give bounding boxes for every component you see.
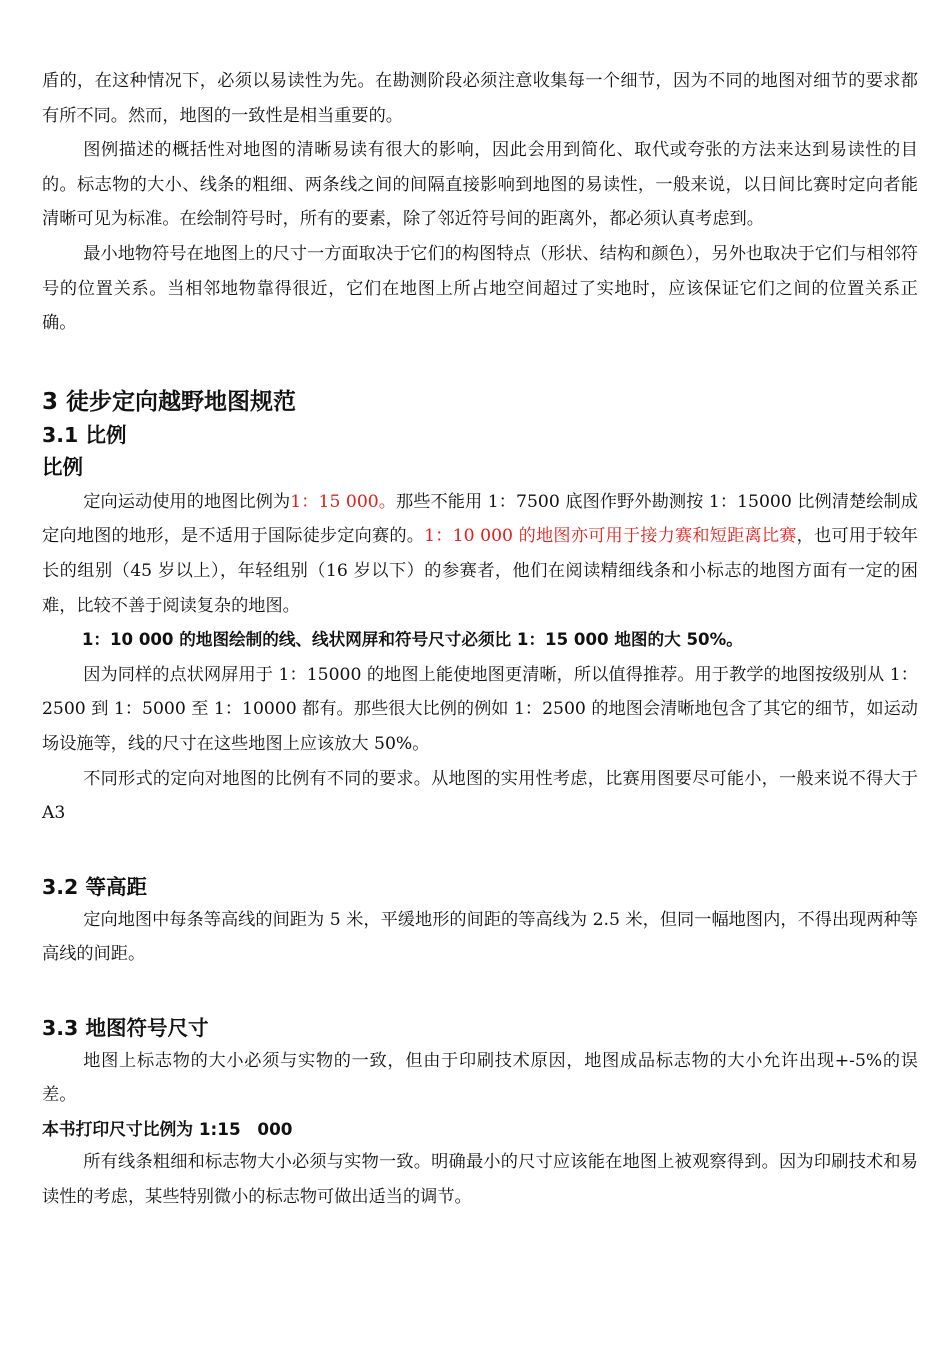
paragraph-symbol-tolerance: 地图上标志物的大小必须与实物的一致，但由于印刷技术原因，地图成品标志物的大小允许出现+-5%的误差。 <box>42 1050 918 1106</box>
section-3-heading: 3 徒步定向越野地图规范 <box>42 388 297 415</box>
spacer <box>42 831 918 871</box>
paragraph-line-thickness: 所有线条粗细和标志物大小必须与实物一致。明确最小的尺寸应该能在地图上被观察得到。因为印刷技术和易读性的考虑，某些特别微小的标志物可做出适当的调节。 <box>42 1152 918 1207</box>
paragraph-scale <box>42 485 918 623</box>
paragraph-legend-generalization: 图例描述的概括性对地图的清晰易读有很大的影响，因此会用到简化、取代或夸张的方法来达到易读性的目的。标志物的大小、线条的粗细、两条线之间的间隔直接影响到地图的易读性，一般来说，以日间比赛时定向者能清晰可见为标准。在绘制符号时，所有的要素，除了邻近符号间的距离外，都必须认真考虑到。 <box>42 140 918 230</box>
paragraph-map-size: 不同形式的定向对地图的比例有不同的要求。从地图的实用性考虑，比赛用图要尽可能小，一般来说不得大于 A3 <box>42 768 918 824</box>
scale-text-c: ，也可用于较年长的组别（45 岁以上），年轻组别（16 岁以下）的参赛者，他们在阅读精细线条和小标志的地图方面有一定的困难，比较不善于阅读复杂的地图。 <box>42 526 918 616</box>
paragraph-continuation: 盾的，在这种情况下，必须以易读性为先。在勘测阶段必须注意收集每一个细节，因为不同的地图对细节的要求都有所不同。然而，地图的一致性是相当重要的。 <box>42 71 918 126</box>
paragraph-contour-interval: 定向地图中每条等高线的间距为 5 米，平缓地形的间距的等高线为 2.5 米，但同一幅地图内，不得出现两种等高线的间距。 <box>42 909 918 965</box>
paragraph-scale-rule: 1：10 000 的地图绘制的线、线状网屏和符号尺寸必须比 1：15 000 地图的大 50%。 <box>81 630 743 650</box>
scale-highlight-1: 1：15 000。 <box>290 491 397 512</box>
print-scale-note: 本书打印尺寸比例为 1:15 000 <box>42 1119 293 1140</box>
document-page <box>42 64 918 1214</box>
section-3-1-heading: 3.1 比例 <box>42 422 127 447</box>
section-3-3-heading: 3.3 地图符号尺寸 <box>42 1015 209 1040</box>
scale-text-b: 那些不能用 1：7500 底图作野外勘测按 1：15000 比例清楚绘制成定向地图的地形，是不适用于国际徒步定向赛的。 <box>42 491 918 547</box>
scale-highlight-2: 1：10 000 的地图亦可用于接力赛和短距离比赛 <box>424 526 797 547</box>
scale-text-a: 定向运动使用的地图比例为 <box>83 491 291 512</box>
paragraph-dot-screen: 因为同样的点状网屏用于 1：15000 的地图上能使地图更清晰，所以值得推荐。用于教学的地图按级别从 1：2500 到 1：5000 至 1：10000 都有。那些很大比例的例如 1：2500 的地图会清晰地包含了其它的细节，如运动场设施等，线的尺寸在这些地图上应该放大 50%。 <box>42 664 918 754</box>
section-3-2-heading: 3.2 等高距 <box>42 874 147 899</box>
paragraph-minimum-symbol-size: 最小地物符号在地图上的尺寸一方面取决于它们的构图特点（形状、结构和颜色），另外也取决于它们与相邻符号的位置关系。当相邻地物靠得很近，它们在地图上所占地空间超过了实地时，应该保证它们之间的位置关系正确。 <box>42 243 918 334</box>
spacer <box>42 972 918 1012</box>
scale-label: 比例 <box>42 454 83 479</box>
spacer <box>42 341 918 385</box>
